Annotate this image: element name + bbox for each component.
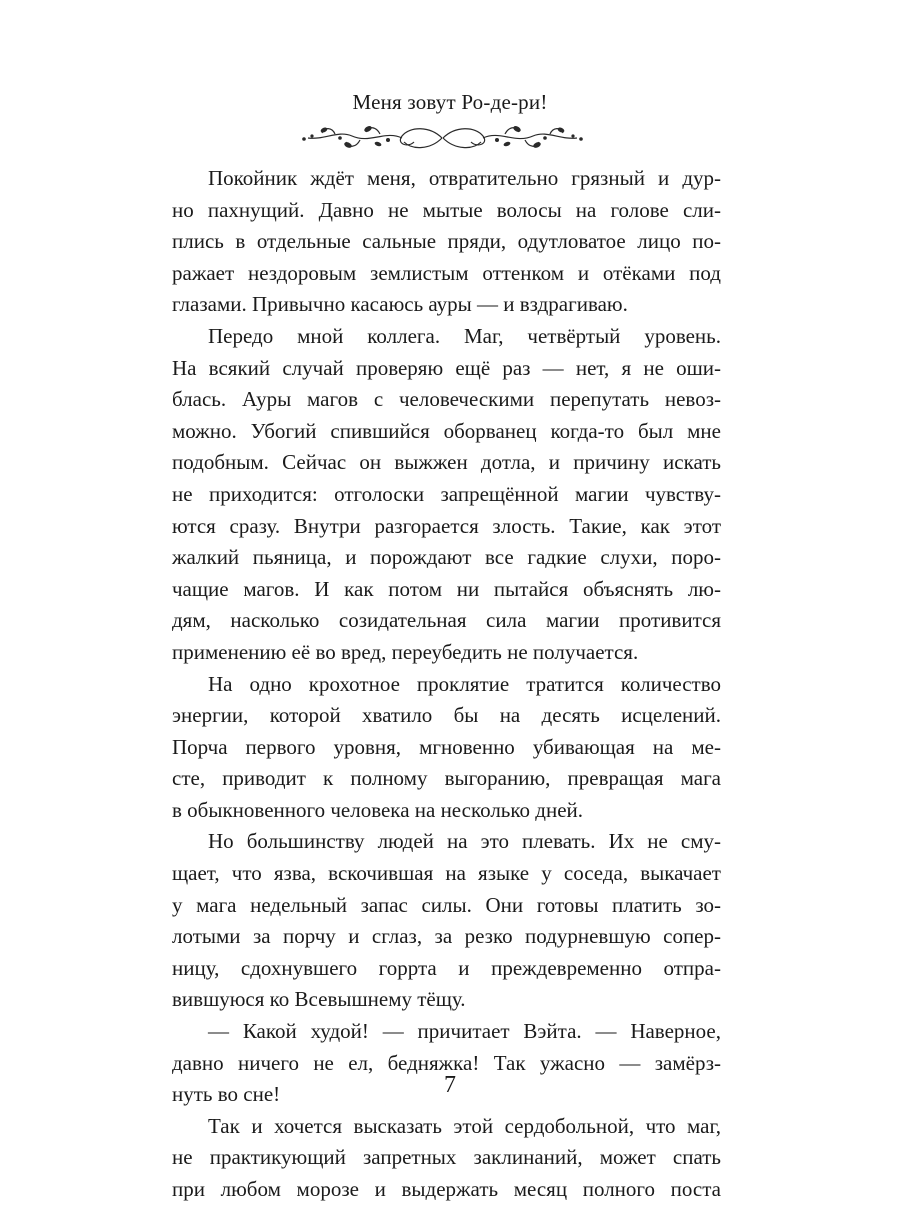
paragraph bbox=[172, 826, 721, 1016]
text-line: дям, насколько созидательная сила магии противится bbox=[172, 608, 721, 633]
paragraph bbox=[172, 163, 721, 321]
floral-divider-ornament bbox=[290, 118, 595, 158]
text-line: Покойник ждёт меня, отвратительно грязный и дур- bbox=[208, 166, 721, 190]
text-line: при любом морозе и выдержать месяц полного поста bbox=[172, 1177, 721, 1201]
text-line: щает, что язва, вскочившая на языке у соседа, выкачает bbox=[172, 861, 721, 886]
text-line: глазами. Привычно касаюсь ауры — и вздрагиваю. bbox=[172, 292, 628, 317]
text-line: можно. Убогий спившийся оборванец когда-то был мне bbox=[172, 418, 721, 443]
running-head: Меня зовут Ро-де-ри! bbox=[352, 90, 548, 114]
text-line: энергии, которой хватило бы на десять исцелений. bbox=[172, 703, 721, 728]
text-line: лотыми за порчу и сглаз, за резко подурневшую сопер- bbox=[172, 924, 721, 949]
text-line: Порча первого уровня, мгновенно убивающая на ме- bbox=[172, 734, 721, 759]
paragraph bbox=[172, 1111, 721, 1206]
text-line: нуть во сне! bbox=[172, 1082, 281, 1107]
text-line: не практикующий запретных заклинаний, может спать bbox=[172, 1145, 721, 1170]
text-line: жалкий пьяница, и порождают все гадкие слухи, поро- bbox=[172, 545, 721, 570]
text-line: Так и хочется высказать этой сердобольной, что маг, bbox=[208, 1113, 721, 1138]
text-line: — Какой худой! — причитает Вэйта. — Наверное, bbox=[208, 1019, 721, 1044]
body-text bbox=[172, 163, 721, 1206]
text-line: На всякий случай проверяю ещё раз — нет, я не оши- bbox=[172, 355, 721, 380]
text-line: чащие магов. И как потом ни пытайся объяснять лю- bbox=[172, 576, 721, 601]
text-line: у мага недельный запас силы. Они готовы платить зо- bbox=[172, 892, 721, 917]
text-line: вившуюся ко Всевышнему тёщу. bbox=[172, 987, 466, 1012]
text-line: не приходится: отголоски запрещённой магии чувству- bbox=[172, 481, 721, 506]
text-line: применению её во вред, переубедить не получается. bbox=[172, 639, 639, 664]
text-line: На одно крохотное проклятие тратится количество bbox=[208, 671, 721, 696]
page-number: 7 bbox=[444, 1072, 456, 1098]
paragraph bbox=[172, 669, 721, 827]
text-line: подобным. Сейчас он выжжен дотла, и причину искать bbox=[172, 450, 721, 475]
text-line: плись в отдельные сальные пряди, одутловатое лицо по- bbox=[172, 229, 721, 254]
text-line: ражает нездоровым землистым оттенком и отёками под bbox=[172, 260, 721, 285]
text-line: Но большинству людей на это плевать. Их не сму- bbox=[208, 829, 721, 854]
text-line: ницу, сдохнувшего горрта и преждевременно отпра- bbox=[172, 955, 721, 980]
text-line: давно ничего не ел, бедняжка! Так ужасно — замёрз- bbox=[172, 1050, 721, 1075]
text-line: ются сразу. Внутри разгорается злость. Такие, как этот bbox=[172, 513, 721, 538]
text-line: блась. Ауры магов с человеческими перепутать невоз- bbox=[172, 387, 721, 412]
paragraph bbox=[172, 321, 721, 669]
text-line: сте, приводит к полному выгоранию, превращая мага bbox=[172, 766, 721, 791]
text-line: но пахнущий. Давно не мытые волосы на голове сли- bbox=[172, 197, 721, 222]
text-line: Передо мной коллега. Маг, четвёртый уровень. bbox=[208, 323, 721, 348]
text-line: в обыкновенного человека на несколько дней. bbox=[172, 797, 584, 822]
